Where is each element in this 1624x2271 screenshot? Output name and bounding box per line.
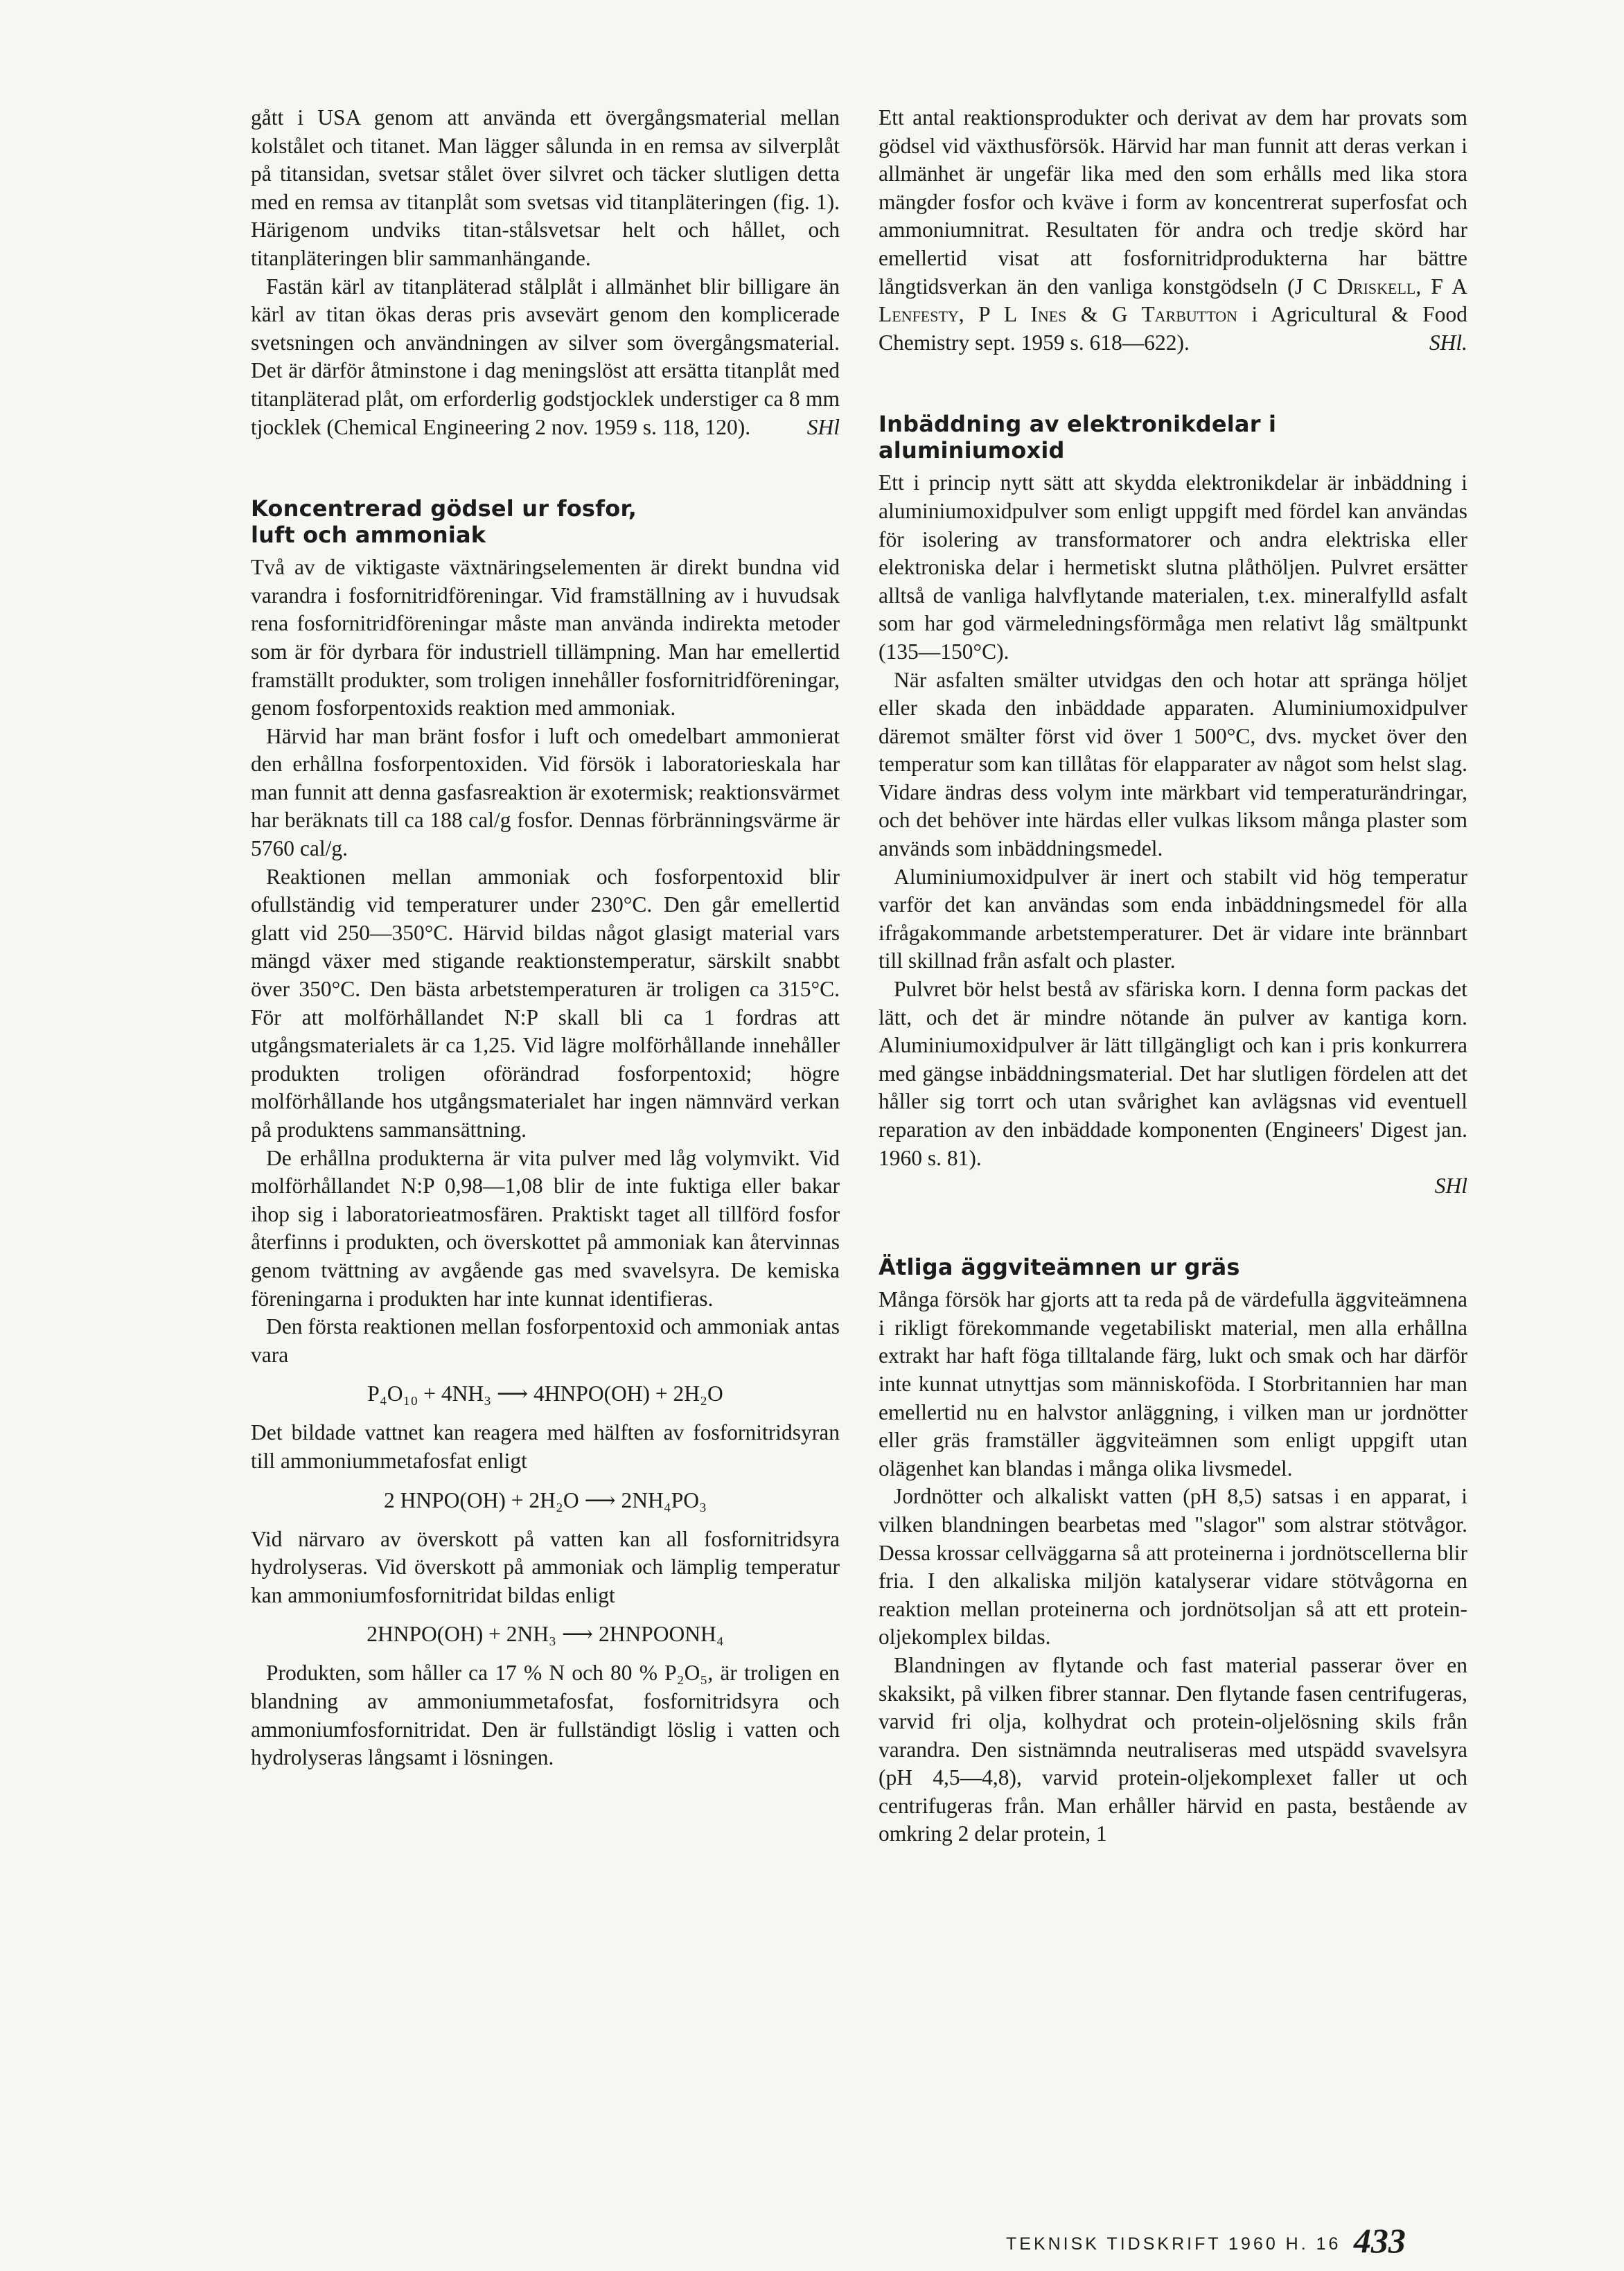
paragraph: Pulvret bör helst bestå av sfäriska korn. I denna form packas det lätt, och det är mindre nötande än pulver av kantiga korn. Aluminiumoxidpulver är lätt tillgängligt och kan i pris konkurrera med gängse inbäddningsmaterial. Det har slutligen fördelen att det håller sig torrt och utan svårighet kan avlägsnas vid eventuell reparation av den inbäddade komponenten (Engineers' Digest jan. 1960 s. 81).: [879, 977, 1467, 1170]
paragraph: Reaktionen mellan ammoniak och fosforpentoxid blir ofullständig vid temperaturer under 230°C. Den går emellertid glatt vid 250—350°C. Härvid bildas något glasigt material vars mängd växer med stigande reaktionstemperatur, särskilt snabbt över 350°C. Den bästa arbetstemperaturen är troligen ca 315°C. För att molförhållandet N:P skall bli ca 1 fordras att utgångsmaterialets är ca 1,25. Vid lägre molförhållande innehåller produkten troligen oförändrad fosforpentoxid; högre molförhållande hos utgångsmaterialet har ingen nämnvärd verkan på produktens sammansättning.: [251, 864, 840, 1142]
left-column: [251, 104, 840, 1772]
reference-authors: J C Driskell, F A Lenfesty, P L Ines & G Tarbutton: [879, 274, 1467, 327]
section-heading: [251, 495, 840, 548]
section-heading: Inbäddning av elektronikdelar i aluminiumoxid: [879, 411, 1277, 464]
right-column: [879, 104, 1467, 1848]
paragraph: Många försök har gjorts att ta reda på de värdefulla äggviteämnena i rikligt förekommande vegetabiliskt material, men alla erhållna extrakt har haft föga tilltalande färg, lukt och smak och har därför inte kunnat utnyttjas som människoföda. I Storbritannien har man emellertid nu en halvstor anläggning, i vilken man ur jordnötter eller gräs framställer äggviteämnen som enligt uppgift utan olägenhet kan blandas i många olika livsmedel.: [879, 1287, 1467, 1481]
author-signature: SHl.: [1429, 330, 1467, 355]
paragraph: Jordnötter och alkaliskt vatten (pH 8,5) satsas i en apparat, i vilken blandningen bearbetas med "slagor" som alstrar stötvågor. Dessa krossar cellväggarna så att proteinerna i jordnötscellerna blir fria. I den alkaliska miljön katalyserar vidare stötvågorna en reaktion mellan proteinerna och jordnötsoljan så att ett protein-oljekomplex bildas.: [879, 1484, 1467, 1650]
paragraph: Vid närvaro av överskott på vatten kan all fosfornitridsyra hydrolyseras. Vid överskott på ammoniak och lämplig temperatur kan ammoniumfosfornitridat bildas enligt: [251, 1526, 840, 1607]
paragraph-text: i Agricultural & Food Chemistry sept. 1959 s. 618—622).: [879, 302, 1468, 355]
paragraph: [251, 273, 840, 442]
paragraph: Produkten, som håller ca 17 % N och 80 % P₂O₅, är troligen en blandning av ammoniummetafosfat, fosfornitridsyra och ammoniumfosfornitridat. Den är fullständigt löslig i vatten och hydrolyseras långsamt i lösningen.: [251, 1661, 840, 1770]
chemical-equation: 2 HNPO(OH) + 2H₂O ⟶ 2NH₄PO₃: [384, 1487, 707, 1512]
paragraph: Det bildade vattnet kan reagera med hälften av fosfornitridsyran till ammoniummetafosfat enligt: [251, 1420, 840, 1473]
paragraph: När asfalten smälter utvidgas den och hotar att spränga höljet eller skada den inbäddade apparaten. Aluminiumoxidpulver däremot smälter först vid över 1 500°C, dvs. mycket över den temperatur som kan tillåtas för elapparater av något som helst slag. Vidare ändras dess volym inte märkbart vid temperaturändringar, och det behöver inte härdas eller vulkas liksom många plaster som används som inbäddningsmedel.: [879, 667, 1467, 861]
page-footer: [1006, 2220, 1406, 2261]
heading-line: luft och ammoniak: [251, 522, 486, 549]
paragraph: Aluminiumoxidpulver är inert och stabilt vid hög temperatur varför det kan användas som enda inbäddningsmedel för alla ifrågakommande arbetstemperaturer. Det är vidare inte brännbart till skillnad från asfalt och plaster.: [879, 864, 1467, 973]
section-heading: Ätliga äggviteämnen ur gräs: [879, 1254, 1240, 1281]
journal-name: TEKNISK TIDSKRIFT 1960 H. 16: [1006, 2234, 1341, 2254]
paragraph: Härvid har man bränt fosfor i luft och omedelbart ammonierat den erhållna fosforpentoxiden. Vid försök i laboratorieskala har man funnit att denna gasfasreaktion är exotermisk; reaktionsvärmet har beräknats till ca 188 cal/g fosfor. Dennas förbränningsvärme är 5760 cal/g.: [251, 723, 840, 861]
paragraph-text: Fastän kärl av titanpläterad stålplåt i allmänhet blir billigare än kärl av titan ökas deras pris avsevärt genom den komplicerade svetsningen och användningen av silver som övergångsmaterial. Det är därför åtminstone i dag meningslöst att ersätta titanplåt med titanpläterad plåt, om erforderlig godstjocklek understiger ca 8 mm tjocklek (Chemical Engineering 2 nov. 1959 s. 118, 120).: [251, 274, 840, 439]
heading-line: Koncentrerad gödsel ur fosfor,: [251, 495, 637, 522]
author-signature: SHl: [1434, 1174, 1467, 1199]
paragraph: Den första reaktionen mellan fosforpentoxid och ammoniak antas vara: [251, 1314, 840, 1367]
paragraph: De erhållna produkterna är vita pulver med låg volymvikt. Vid molförhållandet N:P 0,98—1,08 blir de inte fuktiga eller bakar ihop sig i laboratorieatmosfären. Praktiskt taget all tillförd fosfor återfinns i produkten, och överskottet på ammoniak kan återvinnas genom tvättning av avgående gas med svavelsyra. De kemiska föreningarna i produkten har inte kunnat identifieras.: [251, 1145, 840, 1311]
paragraph: Ett i princip nytt sätt att skydda elektronikdelar är inbäddning i aluminiumoxidpulver som enligt uppgift med fördel kan användas för isolering av transformatorer och andra elektriska eller elektroniska delar i hermetiskt slutna plåthöljen. Pulvret ersätter alltså de vanliga halvflytande materialen, t.ex. mineralfylld asfalt som har god värmeledningsförmåga men relativt låg smältpunkt (135—150°C).: [879, 470, 1467, 664]
chemical-equation: 2HNPO(OH) + 2NH₃ ⟶ 2HNPOONH₄: [367, 1622, 724, 1647]
paragraph: gått i USA genom att använda ett övergångsmaterial mellan kolstålet och titanet. Man lägger sålunda in en remsa av silverplåt på titansidan, svetsar stålet över silvret och täcker slutligen detta med en remsa av titanplåt som svetsas vid titanpläteringen (fig. 1). Härigenom undviks titan-stålsvetsar helt och hållet, och titanpläteringen blir sammanhängande.: [251, 105, 840, 270]
author-signature: SHl: [806, 414, 840, 439]
page-number: 433: [1353, 2221, 1406, 2260]
paragraph: [879, 104, 1467, 357]
paragraph-text: Ett antal reaktionsprodukter och derivat av dem har provats som gödsel vid växthusförsök. Härvid har man funnit att deras verkan i allmänhet är ungefär lika med den som erhålls med lika stora mängder fosfor och kväve i form av koncentrerat superfosfat och ammoniumnitrat. Resultaten för andra och tredje skörd har emellertid visat att fosfornitridprodukterna har bättre långtidsverkan än den vanliga konstgödseln (: [879, 105, 1467, 299]
paragraph: Två av de viktigaste växtnäringselementen är direkt bundna vid varandra i fosfornitridföreningar. Vid framställning av i huvudsak rena fosfornitridföreningar måste man använda indirekta metoder som är för dyrbara för industriell tillämpning. Man har emellertid framställt produkter, som troligen innehåller fosfornitridföreningar, genom fosforpentoxids reaktion med ammoniak.: [251, 555, 840, 721]
chemical-equation: P₄O₁₀ + 4NH₃ ⟶ 4HNPO(OH) + 2H₂O: [367, 1381, 723, 1406]
paragraph: Blandningen av flytande och fast material passerar över en skaksikt, på vilken fibrer stannar. Den flytande fasen centrifugeras, varvid fri olja, kolhydrat och protein-oljelösning skils från varandra. Den sistnämnda neutraliseras med utspädd svavelsyra (pH 4,5—4,8), varvid protein-oljekomplexet faller ut och centrifugeras från. Man erhåller härvid en pasta, bestående av omkring 2 delar protein, 1: [879, 1652, 1467, 1846]
